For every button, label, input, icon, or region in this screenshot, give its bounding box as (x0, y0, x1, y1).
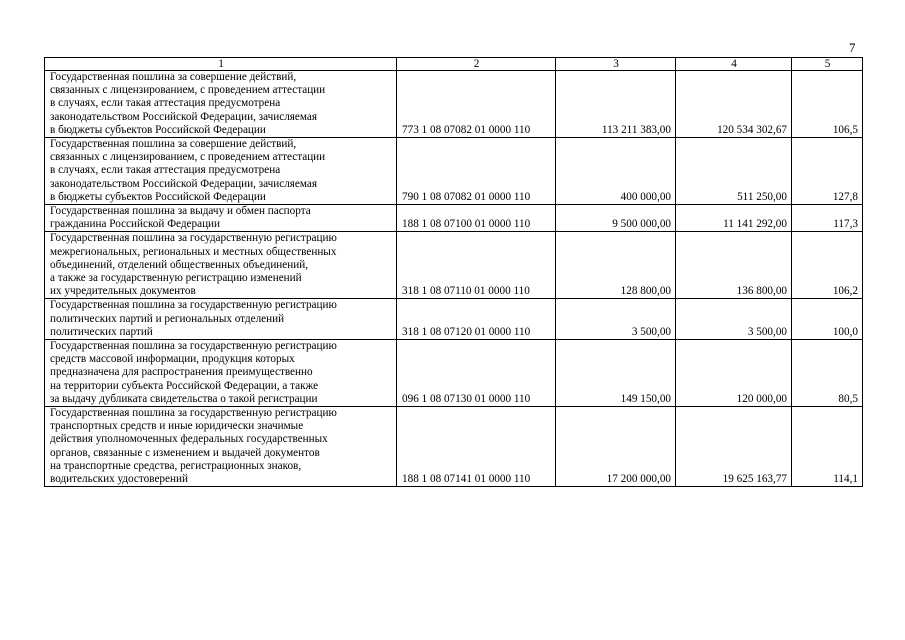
row-budget-code: 773 1 08 07082 01 0000 110 (397, 71, 556, 138)
row-col5-value: 106,5 (792, 71, 863, 138)
header-col-3: 3 (556, 58, 676, 71)
table-row (45, 138, 863, 205)
row-budget-code: 188 1 08 07141 01 0000 110 (397, 407, 556, 487)
revenue-table (44, 57, 863, 487)
row-col5-value: 100,0 (792, 299, 863, 340)
header-col-5: 5 (792, 58, 863, 71)
row-col5-value: 117,3 (792, 205, 863, 232)
row-col3-value: 149 150,00 (556, 340, 676, 407)
row-col3-value: 17 200 000,00 (556, 407, 676, 487)
table-row (45, 340, 863, 407)
header-col-1: 1 (45, 58, 397, 71)
row-col4-value: 120 000,00 (676, 340, 792, 407)
table-row (45, 71, 863, 138)
table-row (45, 407, 863, 487)
row-col3-value: 400 000,00 (556, 138, 676, 205)
row-description: Государственная пошлина за государственную регистрацию средств массовой информации, продукция которых предназначена для распространения преимущественно на территории субъекта Российской Федерации, а также за выдачу дубликата свидетельства о такой регистрации (45, 340, 397, 407)
header-col-4: 4 (676, 58, 792, 71)
row-col5-value: 106,2 (792, 232, 863, 299)
row-col3-value: 9 500 000,00 (556, 205, 676, 232)
table-header (45, 58, 863, 71)
row-description: Государственная пошлина за государственную регистрацию межрегиональных, региональных и местных общественных объединений, отделений общественных объединений, а также за государственную регистрацию изменений их учредительных документов (45, 232, 397, 299)
row-description: Государственная пошлина за государственную регистрацию транспортных средств и иные юридически значимые действия уполномоченных федеральных государственных органов, связанные с изменением и выдачей документов на транспортные средства, регистрационных знаков, водительских удостоверений (45, 407, 397, 487)
row-description: Государственная пошлина за государственную регистрацию политических партий и региональных отделений политических партий (45, 299, 397, 340)
row-budget-code: 318 1 08 07110 01 0000 110 (397, 232, 556, 299)
row-col5-value: 80,5 (792, 340, 863, 407)
table-body (45, 71, 863, 487)
row-col4-value: 136 800,00 (676, 232, 792, 299)
row-budget-code: 096 1 08 07130 01 0000 110 (397, 340, 556, 407)
header-row (45, 58, 863, 71)
row-budget-code: 188 1 08 07100 01 0000 110 (397, 205, 556, 232)
row-col4-value: 120 534 302,67 (676, 71, 792, 138)
row-col5-value: 114,1 (792, 407, 863, 487)
row-col3-value: 3 500,00 (556, 299, 676, 340)
row-budget-code: 790 1 08 07082 01 0000 110 (397, 138, 556, 205)
row-description: Государственная пошлина за совершение действий, связанных с лицензированием, с проведением аттестации в случаях, если такая аттестация предусмотрена законодательством Российской Федерации, зачисляемая в бюджеты субъектов Российской Федерации (45, 71, 397, 138)
table-row (45, 232, 863, 299)
header-col-2: 2 (397, 58, 556, 71)
table-row (45, 299, 863, 340)
page-number: 7 (849, 40, 856, 55)
row-description: Государственная пошлина за выдачу и обмен паспорта гражданина Российской Федерации (45, 205, 397, 232)
row-budget-code: 318 1 08 07120 01 0000 110 (397, 299, 556, 340)
row-col3-value: 113 211 383,00 (556, 71, 676, 138)
row-col3-value: 128 800,00 (556, 232, 676, 299)
row-col4-value: 3 500,00 (676, 299, 792, 340)
row-col4-value: 511 250,00 (676, 138, 792, 205)
row-description: Государственная пошлина за совершение действий, связанных с лицензированием, с проведением аттестации в случаях, если такая аттестация предусмотрена законодательством Российской Федерации, зачисляемая в бюджеты субъектов Российской Федерации (45, 138, 397, 205)
row-col4-value: 19 625 163,77 (676, 407, 792, 487)
row-col4-value: 11 141 292,00 (676, 205, 792, 232)
table-row (45, 205, 863, 232)
row-col5-value: 127,8 (792, 138, 863, 205)
